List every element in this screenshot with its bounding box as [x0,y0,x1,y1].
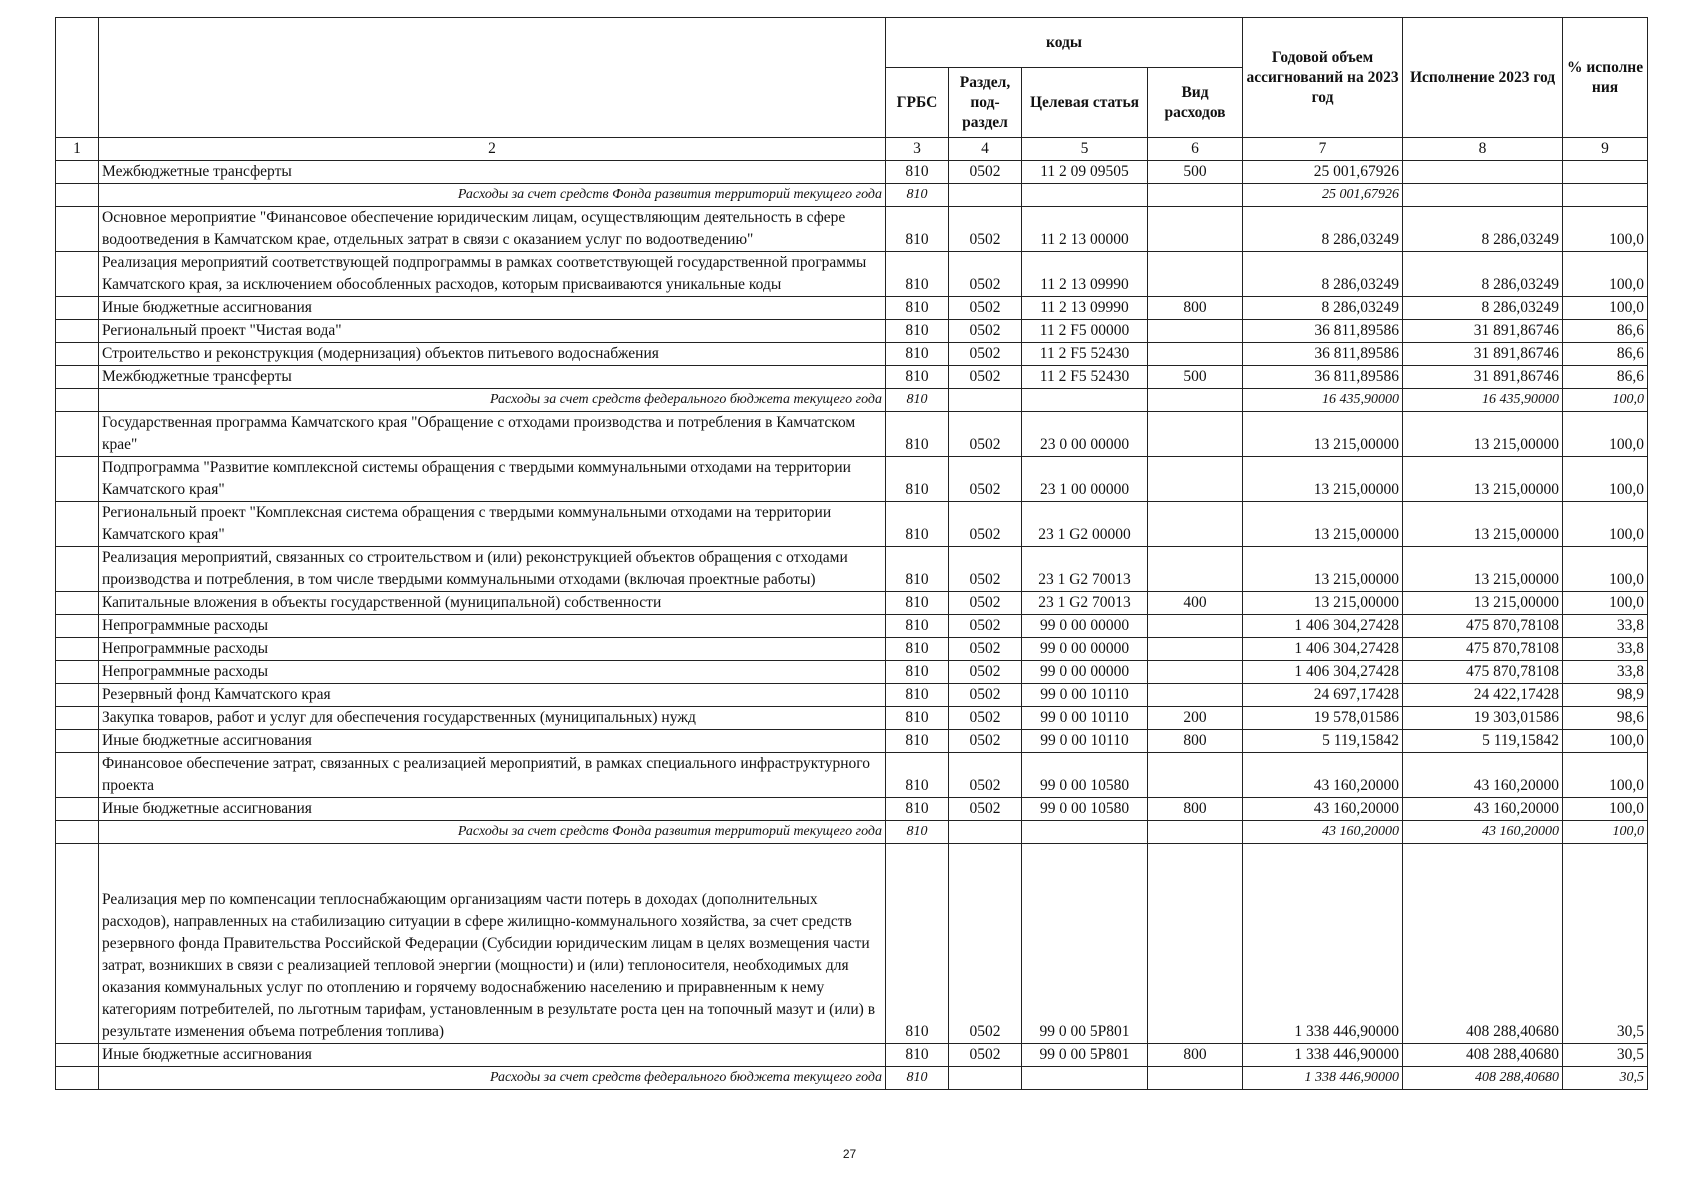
row-target: 99 0 00 5P801 [1022,1044,1148,1067]
row-type [1148,661,1243,684]
row-execution: 408 288,40680 [1403,844,1563,1044]
row-type: 400 [1148,592,1243,615]
row-name: Иные бюджетные ассигнования [99,297,886,320]
row-annual: 36 811,89586 [1243,320,1403,343]
row-grbs: 810 [886,457,949,502]
col-number: 8 [1403,138,1563,161]
row-annual: 8 286,03249 [1243,297,1403,320]
table-row [56,297,1648,320]
row-section: 0502 [949,661,1022,684]
row-index-cell [56,502,99,547]
row-grbs: 810 [886,753,949,798]
row-type: 800 [1148,1044,1243,1067]
row-execution: 8 286,03249 [1403,297,1563,320]
row-target: 99 0 00 10580 [1022,753,1148,798]
header-codes: коды [886,18,1243,68]
header-type: Вид расходов [1148,68,1243,138]
row-execution: 13 215,00000 [1403,502,1563,547]
row-index-cell [56,366,99,389]
row-name: Подпрограмма "Развитие комплексной системы обращения с твердыми коммунальными отходами на территории Камчатского края" [99,457,886,502]
row-type [1148,844,1243,1044]
row-type: 800 [1148,297,1243,320]
row-annual: 25 001,67926 [1243,184,1403,207]
row-grbs: 810 [886,412,949,457]
row-execution: 13 215,00000 [1403,547,1563,592]
row-type: 800 [1148,730,1243,753]
row-name: Непрограммные расходы [99,615,886,638]
row-percent: 100,0 [1563,412,1648,457]
row-target: 11 2 13 09990 [1022,297,1148,320]
header-execution: Исполнение 2023 год [1403,18,1563,138]
row-percent: 100,0 [1563,297,1648,320]
table-header [56,18,1648,161]
row-section: 0502 [949,252,1022,297]
table-row [56,252,1648,297]
table-row [56,457,1648,502]
col-number: 3 [886,138,949,161]
header-empty-1 [56,18,99,138]
row-name: Реализация мероприятий соответствующей подпрограммы в рамках соответствующей государственной программы Камчатского края, за исключением обособленных расходов, которым присваиваются уникальные коды [99,252,886,297]
row-section: 0502 [949,412,1022,457]
row-percent: 98,6 [1563,707,1648,730]
row-execution: 408 288,40680 [1403,1044,1563,1067]
row-section: 0502 [949,161,1022,184]
column-numbers-row [56,138,1648,161]
table-row [56,798,1648,821]
row-execution: 408 288,40680 [1403,1067,1563,1090]
row-index-cell [56,161,99,184]
subtotal-row [56,1067,1648,1090]
row-type [1148,638,1243,661]
row-section: 0502 [949,753,1022,798]
table-row [56,412,1648,457]
row-type [1148,343,1243,366]
subtotal-row [56,821,1648,844]
row-annual: 13 215,00000 [1243,592,1403,615]
table-row [56,207,1648,252]
row-annual: 8 286,03249 [1243,252,1403,297]
row-target [1022,821,1148,844]
row-grbs: 810 [886,615,949,638]
row-execution: 19 303,01586 [1403,707,1563,730]
row-section [949,389,1022,412]
table-row [56,730,1648,753]
row-type [1148,615,1243,638]
row-execution [1403,161,1563,184]
row-index-cell [56,320,99,343]
row-grbs: 810 [886,343,949,366]
header-grbs: ГРБС [886,68,949,138]
row-percent: 100,0 [1563,547,1648,592]
row-target: 11 2 F5 00000 [1022,320,1148,343]
row-grbs: 810 [886,798,949,821]
row-target: 99 0 00 10110 [1022,707,1148,730]
row-target: 23 1 G2 70013 [1022,592,1148,615]
row-percent: 30,5 [1563,1044,1648,1067]
row-grbs: 810 [886,592,949,615]
row-type: 800 [1148,798,1243,821]
row-section: 0502 [949,343,1022,366]
row-target: 99 0 00 00000 [1022,638,1148,661]
col-number: 2 [99,138,886,161]
row-annual: 1 406 304,27428 [1243,661,1403,684]
row-percent: 33,8 [1563,661,1648,684]
row-target: 99 0 00 5P801 [1022,844,1148,1044]
row-annual: 5 119,15842 [1243,730,1403,753]
row-annual: 43 160,20000 [1243,753,1403,798]
row-index-cell [56,1044,99,1067]
row-percent: 33,8 [1563,615,1648,638]
row-type [1148,207,1243,252]
row-type [1148,821,1243,844]
row-execution: 43 160,20000 [1403,821,1563,844]
table-row [56,366,1648,389]
row-execution: 43 160,20000 [1403,753,1563,798]
row-name: Реализация мер по компенсации теплоснабжающим организациям части потерь в доходах (дополнительных расходов), направленных на стабилизацию ситуации в сфере жилищно-коммунального хозяйства, за счет средств резервного фонда Правительства Российской Федерации (Субсидии юридическим лицам в целях возмещения части затрат, возникших в связи с реализацией тепловой энергии (мощности) и (или) теплоносителя, необходимых для оказания коммунальных услуг по отоплению и горячему водоснабжению населению и приравненным к нему категориям потребителей, по льготным тарифам, установленным в результате роста цен на топочный мазут и (или) в результате изменения объема потребления топлива) [99,844,886,1044]
row-type [1148,1067,1243,1090]
row-grbs: 810 [886,547,949,592]
row-annual: 13 215,00000 [1243,547,1403,592]
row-index-cell [56,457,99,502]
row-grbs: 810 [886,707,949,730]
row-execution: 475 870,78108 [1403,615,1563,638]
header-percent: % исполне ния [1563,18,1648,138]
row-annual: 43 160,20000 [1243,798,1403,821]
row-grbs: 810 [886,730,949,753]
row-section [949,821,1022,844]
row-annual: 16 435,90000 [1243,389,1403,412]
table-row [56,615,1648,638]
row-execution: 13 215,00000 [1403,592,1563,615]
row-execution: 24 422,17428 [1403,684,1563,707]
row-grbs: 810 [886,1044,949,1067]
row-execution: 5 119,15842 [1403,730,1563,753]
row-name: Расходы за счет средств Фонда развития территорий текущего года [99,821,886,844]
row-target: 99 0 00 10110 [1022,730,1148,753]
row-grbs: 810 [886,661,949,684]
row-index-cell [56,798,99,821]
row-type: 200 [1148,707,1243,730]
row-annual: 43 160,20000 [1243,821,1403,844]
row-annual: 13 215,00000 [1243,412,1403,457]
row-name: Непрограммные расходы [99,638,886,661]
row-grbs: 810 [886,638,949,661]
row-grbs: 810 [886,297,949,320]
row-execution: 31 891,86746 [1403,343,1563,366]
row-section: 0502 [949,207,1022,252]
row-index-cell [56,412,99,457]
row-section: 0502 [949,366,1022,389]
row-section: 0502 [949,547,1022,592]
row-type [1148,389,1243,412]
row-grbs: 810 [886,184,949,207]
row-grbs: 810 [886,320,949,343]
row-section: 0502 [949,684,1022,707]
row-grbs: 810 [886,389,949,412]
row-percent: 100,0 [1563,502,1648,547]
table-row [56,502,1648,547]
row-name: Региональный проект "Чистая вода" [99,320,886,343]
row-section: 0502 [949,1044,1022,1067]
row-section [949,1067,1022,1090]
row-target: 99 0 00 00000 [1022,661,1148,684]
row-percent [1563,161,1648,184]
row-percent: 100,0 [1563,207,1648,252]
row-annual: 24 697,17428 [1243,684,1403,707]
row-percent: 30,5 [1563,844,1648,1044]
row-execution: 13 215,00000 [1403,457,1563,502]
header-annual: Годовой объем ассигнований на 2023 год [1243,18,1403,138]
row-name: Основное мероприятие "Финансовое обеспечение юридическим лицам, осуществляющим деятельность в сфере водоотведения в Камчатском крае, отдельных затрат в связи с оказанием услуг по водоотведению" [99,207,886,252]
row-name: Иные бюджетные ассигнования [99,1044,886,1067]
row-target: 11 2 F5 52430 [1022,343,1148,366]
row-target [1022,389,1148,412]
row-target: 23 1 G2 70013 [1022,547,1148,592]
row-index-cell [56,730,99,753]
row-section [949,184,1022,207]
row-execution [1403,184,1563,207]
row-type [1148,252,1243,297]
row-percent: 100,0 [1563,252,1648,297]
row-section: 0502 [949,502,1022,547]
table-row [56,320,1648,343]
col-number: 6 [1148,138,1243,161]
row-index-cell [56,547,99,592]
row-type [1148,320,1243,343]
row-index-cell [56,638,99,661]
row-target: 99 0 00 00000 [1022,615,1148,638]
row-target: 23 0 00 00000 [1022,412,1148,457]
header-empty-2 [99,18,886,138]
row-grbs: 810 [886,1067,949,1090]
row-index-cell [56,753,99,798]
row-name: Расходы за счет средств федерального бюджета текущего года [99,1067,886,1090]
row-grbs: 810 [886,821,949,844]
row-type: 500 [1148,366,1243,389]
row-grbs: 810 [886,366,949,389]
row-index-cell [56,661,99,684]
row-name: Финансовое обеспечение затрат, связанных с реализацией мероприятий, в рамках специального инфраструктурного проекта [99,753,886,798]
row-section: 0502 [949,730,1022,753]
row-execution: 8 286,03249 [1403,252,1563,297]
row-annual: 36 811,89586 [1243,366,1403,389]
row-execution: 43 160,20000 [1403,798,1563,821]
row-name: Реализация мероприятий, связанных со строительством и (или) реконструкцией объектов обращения с отходами производства и потребления, в том числе твердыми коммунальными отходами (включая проектные работы) [99,547,886,592]
row-percent: 30,5 [1563,1067,1648,1090]
col-number: 5 [1022,138,1148,161]
table-row [56,592,1648,615]
table-row [56,638,1648,661]
row-target: 11 2 F5 52430 [1022,366,1148,389]
row-percent: 100,0 [1563,592,1648,615]
col-number: 7 [1243,138,1403,161]
row-target: 23 1 G2 00000 [1022,502,1148,547]
col-number: 4 [949,138,1022,161]
row-section: 0502 [949,320,1022,343]
row-percent: 33,8 [1563,638,1648,661]
col-number: 1 [56,138,99,161]
row-target: 99 0 00 10580 [1022,798,1148,821]
row-annual: 1 406 304,27428 [1243,615,1403,638]
row-execution: 475 870,78108 [1403,661,1563,684]
row-name: Межбюджетные трансферты [99,366,886,389]
table-row [56,661,1648,684]
row-name: Иные бюджетные ассигнования [99,730,886,753]
row-section: 0502 [949,457,1022,502]
row-index-cell [56,252,99,297]
page-number: 27 [842,1147,857,1161]
row-target: 99 0 00 10110 [1022,684,1148,707]
row-annual: 1 338 446,90000 [1243,844,1403,1044]
row-grbs: 810 [886,252,949,297]
row-target: 11 2 13 00000 [1022,207,1148,252]
row-index-cell [56,343,99,366]
row-type [1148,753,1243,798]
table-row [56,707,1648,730]
table-row [56,684,1648,707]
row-name: Межбюджетные трансферты [99,161,886,184]
row-target: 11 2 09 09505 [1022,161,1148,184]
row-annual: 36 811,89586 [1243,343,1403,366]
row-type [1148,457,1243,502]
row-name: Государственная программа Камчатского края "Обращение с отходами производства и потребления в Камчатском крае" [99,412,886,457]
row-name: Расходы за счет средств федерального бюджета текущего года [99,389,886,412]
row-percent [1563,184,1648,207]
row-target [1022,1067,1148,1090]
row-index-cell [56,1067,99,1090]
row-index-cell [56,684,99,707]
row-section: 0502 [949,707,1022,730]
row-type [1148,184,1243,207]
row-annual: 13 215,00000 [1243,502,1403,547]
row-percent: 98,9 [1563,684,1648,707]
row-index-cell [56,707,99,730]
row-type [1148,684,1243,707]
header-section: Раздел, под-раздел [949,68,1022,138]
row-grbs: 810 [886,844,949,1044]
table-row [56,343,1648,366]
row-percent: 86,6 [1563,366,1648,389]
row-section: 0502 [949,297,1022,320]
row-percent: 100,0 [1563,457,1648,502]
row-annual: 13 215,00000 [1243,457,1403,502]
row-target: 23 1 00 00000 [1022,457,1148,502]
row-target: 11 2 13 09990 [1022,252,1148,297]
row-annual: 1 406 304,27428 [1243,638,1403,661]
row-name: Резервный фонд Камчатского края [99,684,886,707]
row-type: 500 [1148,161,1243,184]
row-percent: 100,0 [1563,753,1648,798]
row-index-cell [56,821,99,844]
row-section: 0502 [949,615,1022,638]
row-type [1148,502,1243,547]
col-number: 9 [1563,138,1648,161]
row-type [1148,412,1243,457]
row-section: 0502 [949,592,1022,615]
row-percent: 100,0 [1563,821,1648,844]
row-index-cell [56,844,99,1044]
row-index-cell [56,615,99,638]
row-annual: 19 578,01586 [1243,707,1403,730]
row-annual: 1 338 446,90000 [1243,1067,1403,1090]
row-percent: 86,6 [1563,343,1648,366]
table-row [56,844,1648,1044]
row-index-cell [56,592,99,615]
row-index-cell [56,207,99,252]
row-annual: 8 286,03249 [1243,207,1403,252]
subtotal-row [56,389,1648,412]
row-execution: 475 870,78108 [1403,638,1563,661]
row-annual: 25 001,67926 [1243,161,1403,184]
row-percent: 86,6 [1563,320,1648,343]
row-execution: 31 891,86746 [1403,320,1563,343]
row-grbs: 810 [886,502,949,547]
table-row [56,547,1648,592]
table-row [56,1044,1648,1067]
table-row [56,161,1648,184]
row-index-cell [56,297,99,320]
subtotal-row [56,184,1648,207]
row-grbs: 810 [886,684,949,707]
row-type [1148,547,1243,592]
budget-table [55,17,1648,1090]
row-percent: 100,0 [1563,798,1648,821]
row-index-cell [56,184,99,207]
header-target: Целевая статья [1022,68,1148,138]
row-name: Региональный проект "Комплексная система обращения с твердыми коммунальными отходами на территории Камчатского края" [99,502,886,547]
row-name: Строительство и реконструкция (модернизация) объектов питьевого водоснабжения [99,343,886,366]
row-percent: 100,0 [1563,730,1648,753]
row-execution: 16 435,90000 [1403,389,1563,412]
row-execution: 13 215,00000 [1403,412,1563,457]
table-row [56,753,1648,798]
row-name: Закупка товаров, работ и услуг для обеспечения государственных (муниципальных) нужд [99,707,886,730]
row-section: 0502 [949,844,1022,1044]
row-grbs: 810 [886,161,949,184]
row-name: Капитальные вложения в объекты государственной (муниципальной) собственности [99,592,886,615]
row-index-cell [56,389,99,412]
row-section: 0502 [949,798,1022,821]
row-target [1022,184,1148,207]
row-percent: 100,0 [1563,389,1648,412]
row-grbs: 810 [886,207,949,252]
row-section: 0502 [949,638,1022,661]
row-execution: 8 286,03249 [1403,207,1563,252]
row-name: Расходы за счет средств Фонда развития территорий текущего года [99,184,886,207]
row-name: Иные бюджетные ассигнования [99,798,886,821]
row-annual: 1 338 446,90000 [1243,1044,1403,1067]
table-body [56,161,1648,1090]
row-execution: 31 891,86746 [1403,366,1563,389]
row-name: Непрограммные расходы [99,661,886,684]
